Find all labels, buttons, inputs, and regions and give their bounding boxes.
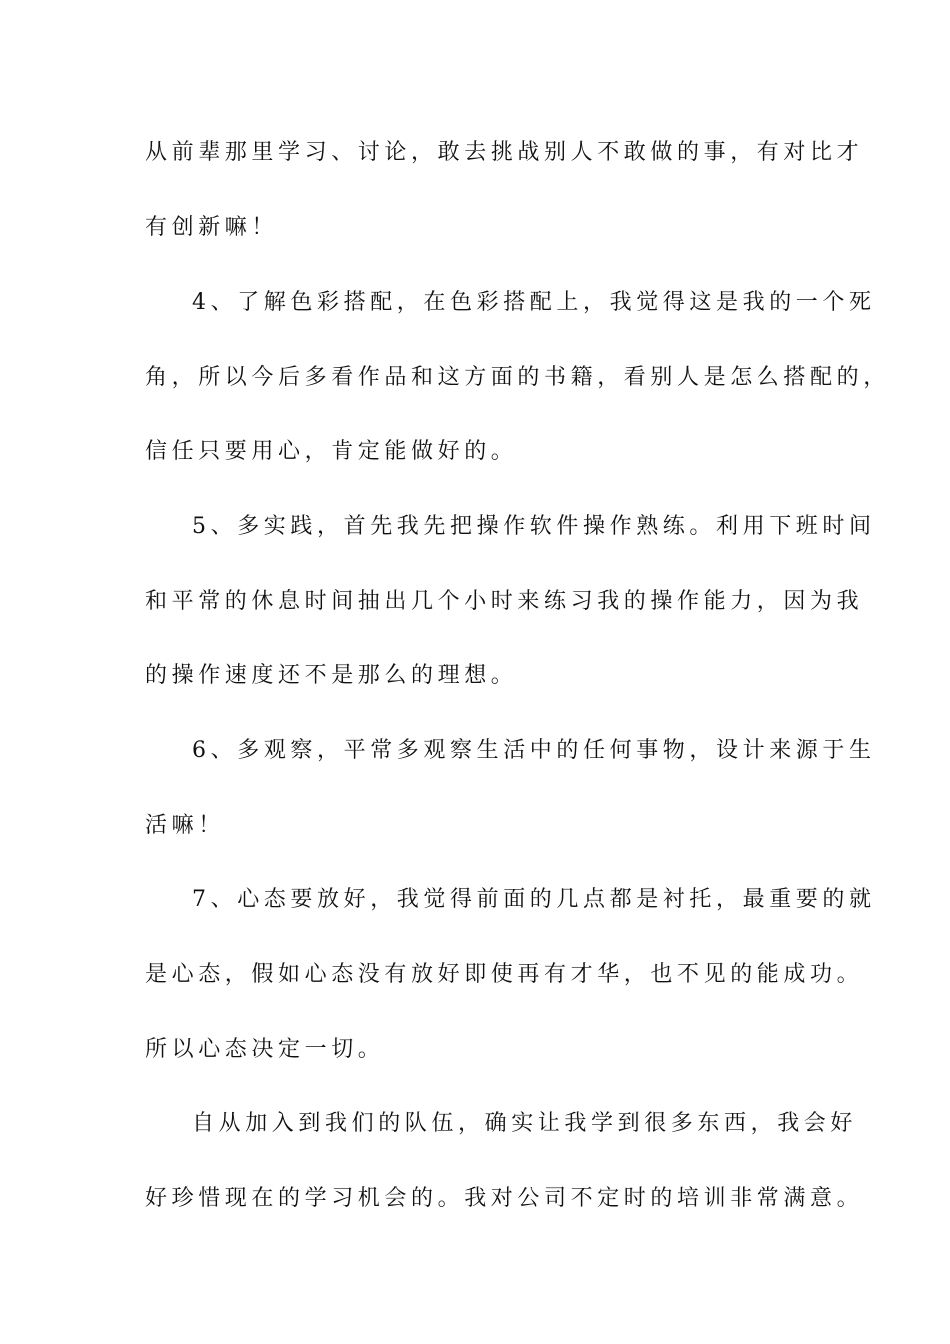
paragraph-start-line: 5、多实践，首先我先把操作软件操作熟练。利用下班时间 [192, 514, 876, 539]
text-line: 所以心态决定一切。 [145, 1037, 385, 1062]
text-line: 和平常的休息时间抽出几个小时来练习我的操作能力，因为我 [145, 589, 864, 614]
paragraph-start-line: 4、了解色彩搭配，在色彩搭配上，我觉得这是我的一个死 [192, 290, 876, 315]
text-line: 从前辈那里学习、讨论，敢去挑战别人不敢做的事，有对比才 [145, 140, 864, 165]
text-line: 的操作速度还不是那么的理想。 [145, 663, 518, 688]
text-line: 有创新嘛！ [145, 215, 279, 240]
text-line: 信任只要用心，肯定能做好的。 [145, 439, 518, 464]
paragraph-start-line: 6、多观察，平常多观察生活中的任何事物，设计来源于生 [192, 738, 876, 763]
paragraph-start-line: 自从加入到我们的队伍，确实让我学到很多东西，我会好 [192, 1111, 858, 1136]
text-line: 活嘛！ [145, 813, 225, 838]
text-line: 角，所以今后多看作品和这方面的书籍，看别人是怎么搭配的， [145, 365, 890, 390]
text-line: 是心态，假如心态没有放好即使再有才华，也不见的能成功。 [145, 962, 864, 987]
text-line: 好珍惜现在的学习机会的。我对公司不定时的培训非常满意。 [145, 1186, 864, 1211]
paragraph-start-line: 7、心态要放好，我觉得前面的几点都是衬托，最重要的就 [192, 887, 876, 912]
